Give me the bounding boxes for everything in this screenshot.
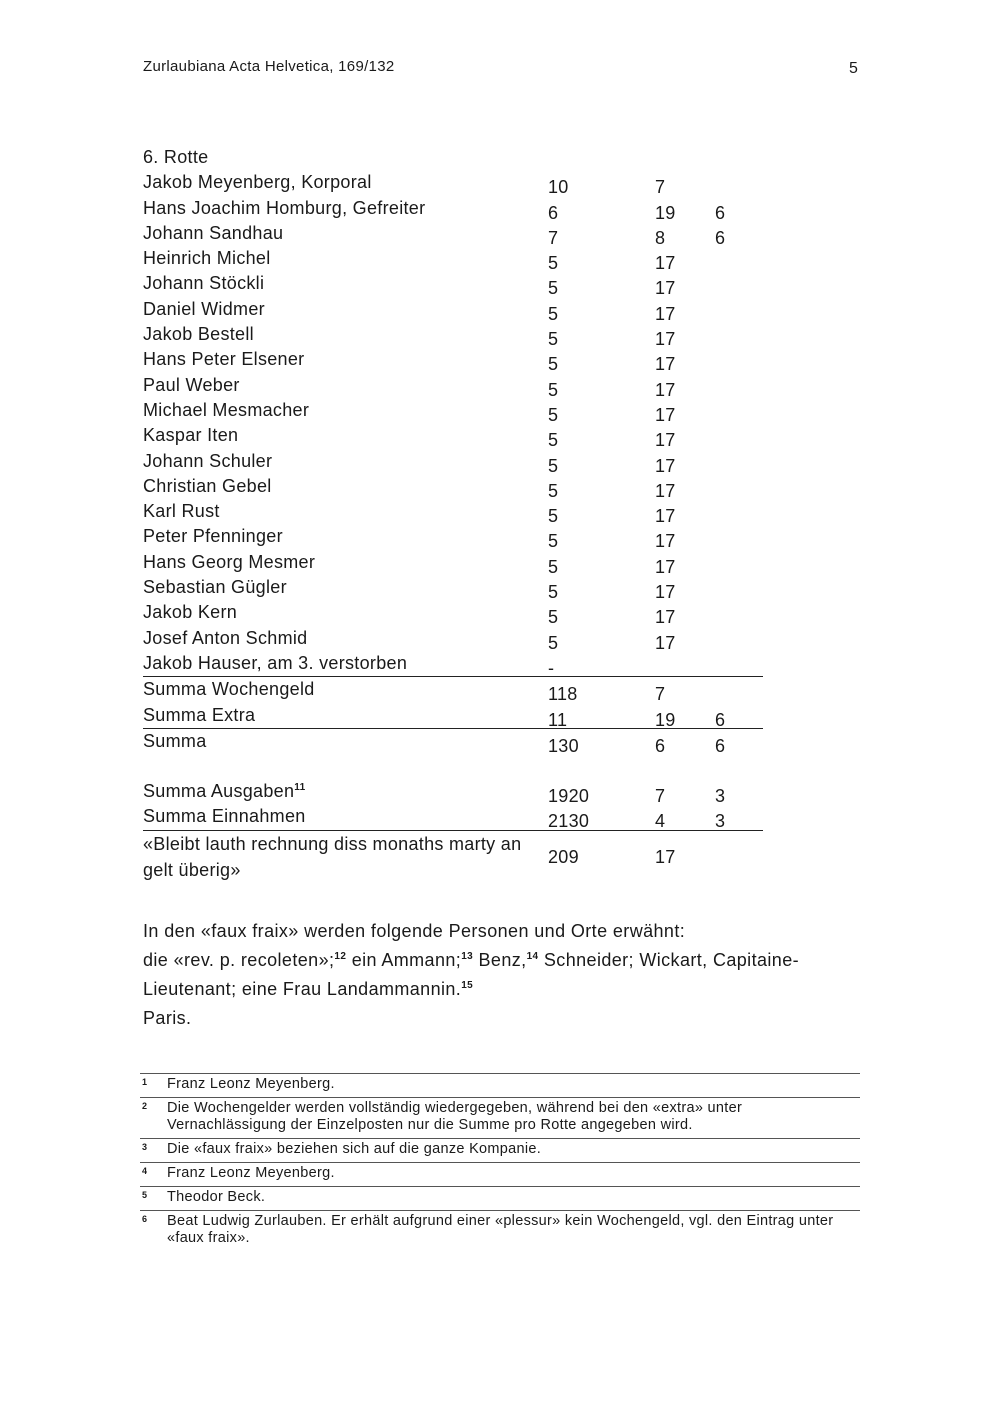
table-row bbox=[143, 524, 763, 552]
summa-ausgaben-label: Summa Ausgaben bbox=[143, 781, 295, 802]
value-col-2: 17 bbox=[655, 582, 676, 603]
text-segment: Schneider; Wickart, Capitaine-Lieutenant; eine Frau Landammannin. bbox=[143, 950, 799, 999]
summa-ausgaben-row bbox=[143, 779, 763, 807]
footnote-text: Franz Leonz Meyenberg. bbox=[167, 1165, 335, 1181]
table-row bbox=[143, 600, 763, 628]
value-col-2: 17 bbox=[655, 278, 676, 299]
prose-line: Paris. bbox=[143, 1008, 192, 1028]
value-col-1: 5 bbox=[548, 354, 559, 375]
footnote-text: Franz Leonz Meyenberg. bbox=[167, 1076, 335, 1092]
text-segment: die «rev. p. recoleten»; bbox=[143, 950, 335, 970]
value-col-2: 17 bbox=[655, 329, 676, 350]
person-name: Johann Stöckli bbox=[143, 273, 265, 294]
person-name: Kaspar Iten bbox=[143, 425, 239, 446]
footnote bbox=[140, 1073, 860, 1097]
table-row bbox=[143, 626, 763, 651]
row-label: «Bleibt lauth rechnung diss monaths marty an gelt überig» bbox=[143, 833, 522, 880]
table-row bbox=[143, 474, 763, 499]
value-col-1: 5 bbox=[548, 253, 559, 274]
table-row bbox=[143, 322, 763, 350]
section-title-row bbox=[143, 145, 763, 170]
value-col-2: 17 bbox=[655, 846, 676, 867]
value-col-2: 7 bbox=[655, 177, 666, 198]
member-rows bbox=[143, 170, 763, 676]
table-row bbox=[143, 423, 763, 451]
footnotes bbox=[140, 1073, 860, 1251]
value-col-1: 1920 bbox=[548, 786, 590, 807]
value-col-3: 6 bbox=[715, 735, 726, 756]
value-col-1: 209 bbox=[548, 846, 579, 867]
value-col-2: 17 bbox=[655, 607, 676, 628]
value-col-2: 19 bbox=[655, 202, 676, 223]
value-col-2: 17 bbox=[655, 480, 676, 501]
value-col-2: 17 bbox=[655, 531, 676, 552]
footnote-text: Die «faux fraix» beziehen sich auf die ganze Kompanie. bbox=[167, 1141, 542, 1157]
footnote-text: Die Wochengelder werden vollständig wiedergegeben, während bei den «extra» unter Vernachlässigung der Einzelposten nur die Summe pro Rotte angegeben wird. bbox=[167, 1100, 743, 1133]
value-col-1: 5 bbox=[548, 303, 559, 324]
value-col-1: 5 bbox=[548, 455, 559, 476]
value-col-2: 6 bbox=[655, 735, 666, 756]
value-col-1: 2130 bbox=[548, 811, 590, 832]
footnote bbox=[140, 1138, 860, 1162]
footnote bbox=[140, 1097, 860, 1138]
footnote-number: 3 bbox=[142, 1142, 148, 1152]
value-col-2: 17 bbox=[655, 253, 676, 274]
text-segment: ein Ammann; bbox=[346, 950, 462, 970]
footnote-ref: 15 bbox=[461, 980, 474, 991]
table-row bbox=[143, 373, 763, 398]
value-col-2: 17 bbox=[655, 404, 676, 425]
row-label bbox=[143, 779, 305, 804]
value-col-1: 5 bbox=[548, 531, 559, 552]
footnote bbox=[140, 1210, 860, 1251]
summa-extra-row bbox=[143, 703, 763, 728]
value-col-1: 5 bbox=[548, 480, 559, 501]
value-col-3: 6 bbox=[715, 202, 726, 223]
table-row bbox=[143, 347, 763, 375]
footnote-text: Theodor Beck. bbox=[167, 1189, 266, 1205]
value-col-1: 5 bbox=[548, 329, 559, 350]
value-col-1: 10 bbox=[548, 177, 569, 198]
value-col-1: 118 bbox=[548, 684, 578, 705]
table-row bbox=[143, 170, 763, 198]
value-col-2: 17 bbox=[655, 455, 676, 476]
table-row bbox=[143, 297, 763, 322]
row-label: Summa Einnahmen bbox=[143, 806, 306, 827]
value-col-1: 11 bbox=[548, 709, 568, 730]
row-label: Summa bbox=[143, 730, 207, 751]
value-col-1: 5 bbox=[548, 556, 559, 577]
prose-paragraph bbox=[143, 946, 863, 1004]
table-row bbox=[143, 449, 763, 474]
value-col-2: 17 bbox=[655, 506, 676, 527]
value-col-1: 7 bbox=[548, 227, 559, 248]
section-title: 6. Rotte bbox=[143, 147, 209, 167]
table-row bbox=[143, 271, 763, 299]
value-col-2: 7 bbox=[655, 684, 666, 705]
footnote-ref: 14 bbox=[526, 951, 539, 962]
table-row bbox=[143, 221, 763, 246]
text-segment: Benz, bbox=[473, 950, 527, 970]
row-label: Summa Extra bbox=[143, 704, 256, 725]
person-name: Daniel Widmer bbox=[143, 298, 265, 319]
page-number: 5 bbox=[849, 60, 858, 77]
table-row bbox=[143, 651, 763, 676]
footnote-text: Beat Ludwig Zurlauben. Er erhält aufgrund einer «plessur» kein Wochengeld, vgl. den Eintrag unter «faux fraix». bbox=[167, 1213, 834, 1246]
person-name: Karl Rust bbox=[143, 501, 220, 522]
footnote-number: 2 bbox=[142, 1101, 148, 1111]
footnote-number: 1 bbox=[142, 1077, 148, 1087]
footnote bbox=[140, 1186, 860, 1210]
footnote-ref: 11 bbox=[294, 782, 306, 794]
value-col-2: 17 bbox=[655, 354, 676, 375]
value-col-2: 17 bbox=[655, 556, 676, 577]
value-col-1: 5 bbox=[548, 404, 559, 425]
person-name: Jakob Bestell bbox=[143, 324, 254, 345]
person-name: Jakob Kern bbox=[143, 602, 238, 623]
person-name: Sebastian Gügler bbox=[143, 577, 287, 598]
value-col-2: 7 bbox=[655, 786, 666, 807]
summa-row bbox=[143, 728, 763, 754]
table-row bbox=[143, 575, 763, 603]
person-name: Josef Anton Schmid bbox=[143, 627, 308, 648]
person-name: Michael Mesmacher bbox=[143, 399, 310, 420]
value-col-2: 4 bbox=[655, 811, 666, 832]
value-col-1: 5 bbox=[548, 278, 559, 299]
value-col-3: 3 bbox=[715, 811, 726, 832]
value-col-1: 5 bbox=[548, 632, 559, 653]
person-name: Jakob Meyenberg, Korporal bbox=[143, 172, 372, 193]
footnote-number: 6 bbox=[142, 1214, 148, 1224]
person-name: Peter Pfenninger bbox=[143, 526, 283, 547]
value-col-1: 5 bbox=[548, 607, 559, 628]
payroll-table bbox=[143, 145, 763, 881]
value-col-1: - bbox=[548, 657, 555, 678]
value-col-2: 17 bbox=[655, 379, 676, 400]
table-row bbox=[143, 196, 763, 221]
table-row bbox=[143, 499, 763, 527]
footnote bbox=[140, 1162, 860, 1186]
value-col-3: 6 bbox=[715, 709, 726, 730]
value-col-1: 130 bbox=[548, 735, 579, 756]
person-name: Johann Schuler bbox=[143, 450, 273, 471]
prose-line: In den «faux fraix» werden folgende Personen und Orte erwähnt: bbox=[143, 921, 686, 941]
row-label: Summa Wochengeld bbox=[143, 679, 315, 700]
person-name: Hans Georg Mesmer bbox=[143, 551, 316, 572]
table-row bbox=[143, 550, 763, 575]
footnote-ref: 13 bbox=[461, 951, 474, 962]
footnote-number: 4 bbox=[142, 1166, 148, 1176]
running-header-title: Zurlaubiana Acta Helvetica, 169/132 bbox=[143, 58, 395, 75]
table-row bbox=[143, 246, 763, 274]
person-name: Heinrich Michel bbox=[143, 248, 271, 269]
value-col-1: 6 bbox=[548, 202, 559, 223]
person-name: Hans Joachim Homburg, Gefreiter bbox=[143, 197, 426, 218]
balance-row bbox=[143, 830, 763, 881]
table-row bbox=[143, 398, 763, 423]
footnote-number: 5 bbox=[142, 1190, 148, 1200]
value-col-2: 17 bbox=[655, 303, 676, 324]
body-text bbox=[143, 917, 863, 1033]
summa-einnahmen-row bbox=[143, 804, 763, 832]
spacer bbox=[143, 754, 763, 779]
value-col-3: 3 bbox=[715, 786, 726, 807]
person-name: Johann Sandhau bbox=[143, 222, 284, 243]
value-col-2: 19 bbox=[655, 709, 676, 730]
summa-wochengeld-row bbox=[143, 676, 763, 705]
footnote-ref: 12 bbox=[334, 951, 347, 962]
value-col-2: 17 bbox=[655, 430, 676, 451]
person-name: Jakob Hauser, am 3. verstorben bbox=[143, 652, 408, 673]
value-col-3: 6 bbox=[715, 227, 726, 248]
value-col-1: 5 bbox=[548, 506, 559, 527]
person-name: Hans Peter Elsener bbox=[143, 349, 305, 370]
value-col-2: 8 bbox=[655, 227, 666, 248]
person-name: Paul Weber bbox=[143, 374, 240, 395]
value-col-2: 17 bbox=[655, 632, 676, 653]
person-name: Christian Gebel bbox=[143, 475, 272, 496]
value-col-1: 5 bbox=[548, 582, 559, 603]
value-col-1: 5 bbox=[548, 430, 559, 451]
value-col-1: 5 bbox=[548, 379, 559, 400]
